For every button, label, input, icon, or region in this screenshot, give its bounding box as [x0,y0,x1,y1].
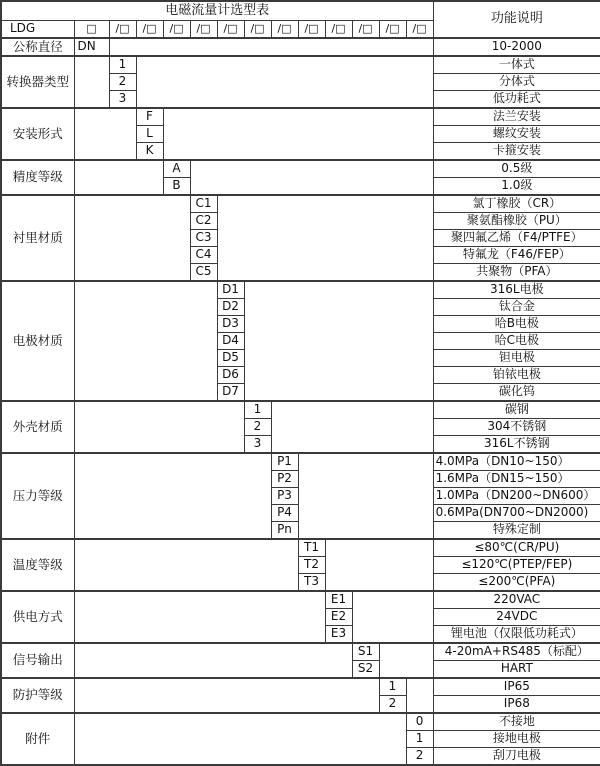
function-cell: 24VDC [433,608,600,625]
function-cell: 碳钢 [433,401,600,419]
table-title: 电磁流量计选型表 [1,1,433,20]
code-cell: C3 [190,229,217,246]
model-slot-cell: /□ [379,20,406,38]
model-slot-cell: /□ [406,20,433,38]
code-cell: D4 [217,332,244,349]
model-slot-cell: /□ [325,20,352,38]
function-cell: 接地电极 [433,730,600,747]
code-cell: C4 [190,246,217,263]
filler-cell [136,56,433,108]
function-cell: 聚氨酯橡胶（PU） [433,212,600,229]
function-cell: 钛合金 [433,298,600,315]
function-cell: 4.0MPa（DN10~150） [433,453,600,471]
code-cell: Pn [271,521,298,539]
model-prefix-cell: LDG [1,20,74,38]
function-cell: 不接地 [433,713,600,731]
function-cell: 0.6MPa(DN700~DN2000) [433,504,600,521]
section-label: 压力等级 [1,453,74,539]
function-cell: HART [433,660,600,678]
function-cell: 哈C电极 [433,332,600,349]
filler-cell [190,160,433,195]
function-cell: 220VAC [433,591,600,609]
filler-cell [74,401,244,453]
section-label: 附件 [1,713,74,765]
model-slot-cell: /□ [352,20,379,38]
code-cell: B [163,177,190,195]
function-cell: 氯丁橡胶（CR） [433,195,600,213]
code-cell: 3 [244,435,271,453]
code-cell: D6 [217,366,244,383]
function-cell: 10-2000 [433,38,600,56]
section-label: 供电方式 [1,591,74,643]
function-cell: 卡箍安装 [433,142,600,160]
code-cell: D3 [217,315,244,332]
code-cell: 0 [406,713,433,731]
function-cell: 低功耗式 [433,90,600,108]
section-label: 温度等级 [1,539,74,591]
function-cell: 法兰安装 [433,108,600,126]
section-label: 电极材质 [1,281,74,401]
code-cell: 2 [109,73,136,90]
function-cell: 316L电极 [433,281,600,299]
section-label: 公称直径 [1,38,74,56]
function-cell: ≤120℃(PTEP/FEP) [433,556,600,573]
filler-cell [271,401,433,453]
code-cell: P3 [271,487,298,504]
filler-cell [74,160,163,195]
function-cell: 分体式 [433,73,600,90]
filler-cell [74,539,298,591]
code-cell: P1 [271,453,298,471]
code-cell: K [136,142,163,160]
model-slot-cell: /□ [271,20,298,38]
section-label: 精度等级 [1,160,74,195]
code-cell: C5 [190,263,217,281]
filler-cell [74,108,136,160]
function-cell: ≤80℃(CR/PU) [433,539,600,557]
filler-cell [74,713,406,765]
filler-cell [74,643,352,678]
filler-cell [298,453,433,539]
filler-cell [163,108,433,160]
model-slot-cell: /□ [244,20,271,38]
code-cell: 1 [379,678,406,696]
function-cell: 碳化钨 [433,383,600,401]
filler-cell [74,56,109,108]
model-slot-cell: /□ [217,20,244,38]
code-cell: S1 [352,643,379,661]
code-cell: S2 [352,660,379,678]
section-label: 防护等级 [1,678,74,713]
function-cell: 一体式 [433,56,600,74]
function-cell: 螺纹安装 [433,125,600,142]
function-cell: 1.0MPa（DN200~DN600） [433,487,600,504]
section-label: 信号输出 [1,643,74,678]
code-cell: D1 [217,281,244,299]
code-cell: E1 [325,591,352,609]
model-slot-cell: /□ [190,20,217,38]
function-cell: 4-20mA+RS485（标配） [433,643,600,661]
model-slot-cell: /□ [109,20,136,38]
filler-cell [217,195,433,281]
function-cell: IP68 [433,695,600,713]
code-cell: 1 [406,730,433,747]
code-cell: A [163,160,190,178]
code-cell: D5 [217,349,244,366]
function-header: 功能说明 [433,1,600,38]
function-cell: 共聚物（PFA） [433,263,600,281]
code-cell: L [136,125,163,142]
filler-cell [379,643,433,678]
function-cell: IP65 [433,678,600,696]
filler-cell [352,591,433,643]
filler-cell [244,281,433,401]
function-cell: 锂电池（仅限低功耗式） [433,625,600,643]
code-cell: C1 [190,195,217,213]
filler-cell [74,591,325,643]
code-cell: D7 [217,383,244,401]
filler-cell [74,453,271,539]
filler-cell [74,678,379,713]
code-cell: 1 [109,56,136,74]
section-label: 转换器类型 [1,56,74,108]
section-label: 外壳材质 [1,401,74,453]
function-cell: 钽电极 [433,349,600,366]
filler-cell [325,539,433,591]
function-cell: 聚四氟乙烯（F4/PTFE） [433,229,600,246]
code-cell: E2 [325,608,352,625]
model-slot-cell: /□ [298,20,325,38]
filler-cell [406,678,433,713]
code-cell: 2 [244,418,271,435]
code-cell: P2 [271,470,298,487]
section-label: 安装形式 [1,108,74,160]
code-cell: 2 [379,695,406,713]
model-slot-cell: /□ [163,20,190,38]
code-cell: C2 [190,212,217,229]
code-cell: T3 [298,573,325,591]
code-cell: T1 [298,539,325,557]
function-cell: 316L不锈钢 [433,435,600,453]
code-cell: E3 [325,625,352,643]
code-cell: D2 [217,298,244,315]
code-cell: DN [74,38,109,56]
function-cell: 哈B电极 [433,315,600,332]
model-box-cell: □ [74,20,109,38]
code-cell: T2 [298,556,325,573]
function-cell: 1.0级 [433,177,600,195]
filler-cell [109,38,433,56]
function-cell: 特殊定制 [433,521,600,539]
filler-cell [74,195,190,281]
code-cell: P4 [271,504,298,521]
function-cell: 304不锈钢 [433,418,600,435]
code-cell: 2 [406,747,433,765]
model-slot-cell: /□ [136,20,163,38]
function-cell: 特氟龙（F46/FEP） [433,246,600,263]
section-label: 衬里材质 [1,195,74,281]
code-cell: 1 [244,401,271,419]
function-cell: 铂铱电极 [433,366,600,383]
function-cell: ≤200℃(PFA) [433,573,600,591]
filler-cell [74,281,217,401]
function-cell: 0.5级 [433,160,600,178]
code-cell: F [136,108,163,126]
function-cell: 刮刀电极 [433,747,600,765]
function-cell: 1.6MPa（DN15~150） [433,470,600,487]
code-cell: 3 [109,90,136,108]
